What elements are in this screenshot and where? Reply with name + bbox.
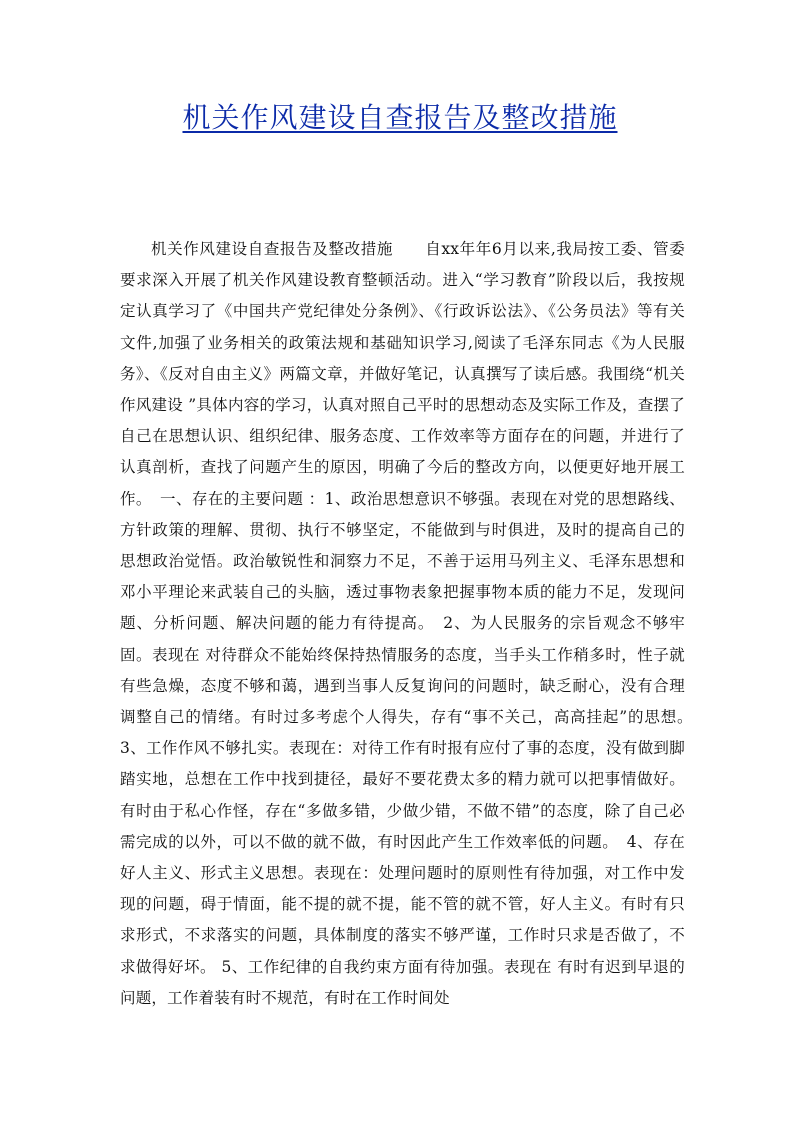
document-title[interactable]: 机关作风建设自查报告及整改措施 — [182, 101, 618, 134]
document-body-paragraph: 机关作风建设自查报告及整改措施 自xx年年6月以来,我局按工委、管委要求深入开展了机关作风建设教育整顿活动。进入“学习教育”阶段以后，我按规定认真学习了《中国共产党纪律处分条例》、《行政诉讼法》、《公务员法》等有关文件,加强了业务相关的政策法规和基础知识学习,阅读了毛泽东同志《为人民服务》、《反对自由主义》两篇文章，并做好笔记，认真撰写了读后感。我围绕“机关作风建设 ”具体内容的学习，认真对照自己平时的思想动态及实际工作及，查摆了自己在思想认识、组织纪律、服务态度、工作效率等方面存在的问题，并进行了认真剖析，查找了问题产生的原因，明确了今后的整改方向，以便更好地开展工作。 一、存在的主要问题 ：1、政治思想意识不够强。表现在对党的思想路线、方针政策的理解、贯彻、执行不够坚定，不能做到与时俱进，及时的提高自己的思想政治觉悟。政治敏锐性和洞察力不足，不善于运用马列主义、毛泽东思想和邓小平理论来武装自己的头脑，透过事物表象把握事物本质的能力不足，发现问题、分析问题、解决问题的能力有待提高。 2、为人民服务的宗旨观念不够牢固。表现在 对待群众不能始终保持热情服务的态度，当手头工作稍多时，性子就有些急燥，态度不够和蔼，遇到当事人反复询问的问题时，缺乏耐心，没有合理调整自己的情绪。有时过多考虑个人得失，存有“事不关己，高高挂起”的思想。 3、工作作风不够扎实。表现在：对待工作有时报有应付了事的态度，没有做到脚踏实地，总想在工作中找到捷径，最好不要花费太多的精力就可以把事情做好。有时由于私心作怪，存在“多做多错，少做少错，不做不错”的态度，除了自己必需完成的以外，可以不做的就不做，有时因此产生工作效率低的问题。 4、存在好人主义、形式主义思想。表现在：处理问题时的原则性有待加强，对工作中发现的问题，碍于情面，能不提的就不提，能不管的就不管，好人主义。有时有只求形式，不求落实的问题，具体制度的落实不够严谨，工作时只求是否做了，不求做得好坏。 5、工作纪律的自我约束方面有待加强。表现在 有时有迟到早退的问题，工作着装有时不规范，有时在工作时间处 — [120, 240, 701, 1007]
